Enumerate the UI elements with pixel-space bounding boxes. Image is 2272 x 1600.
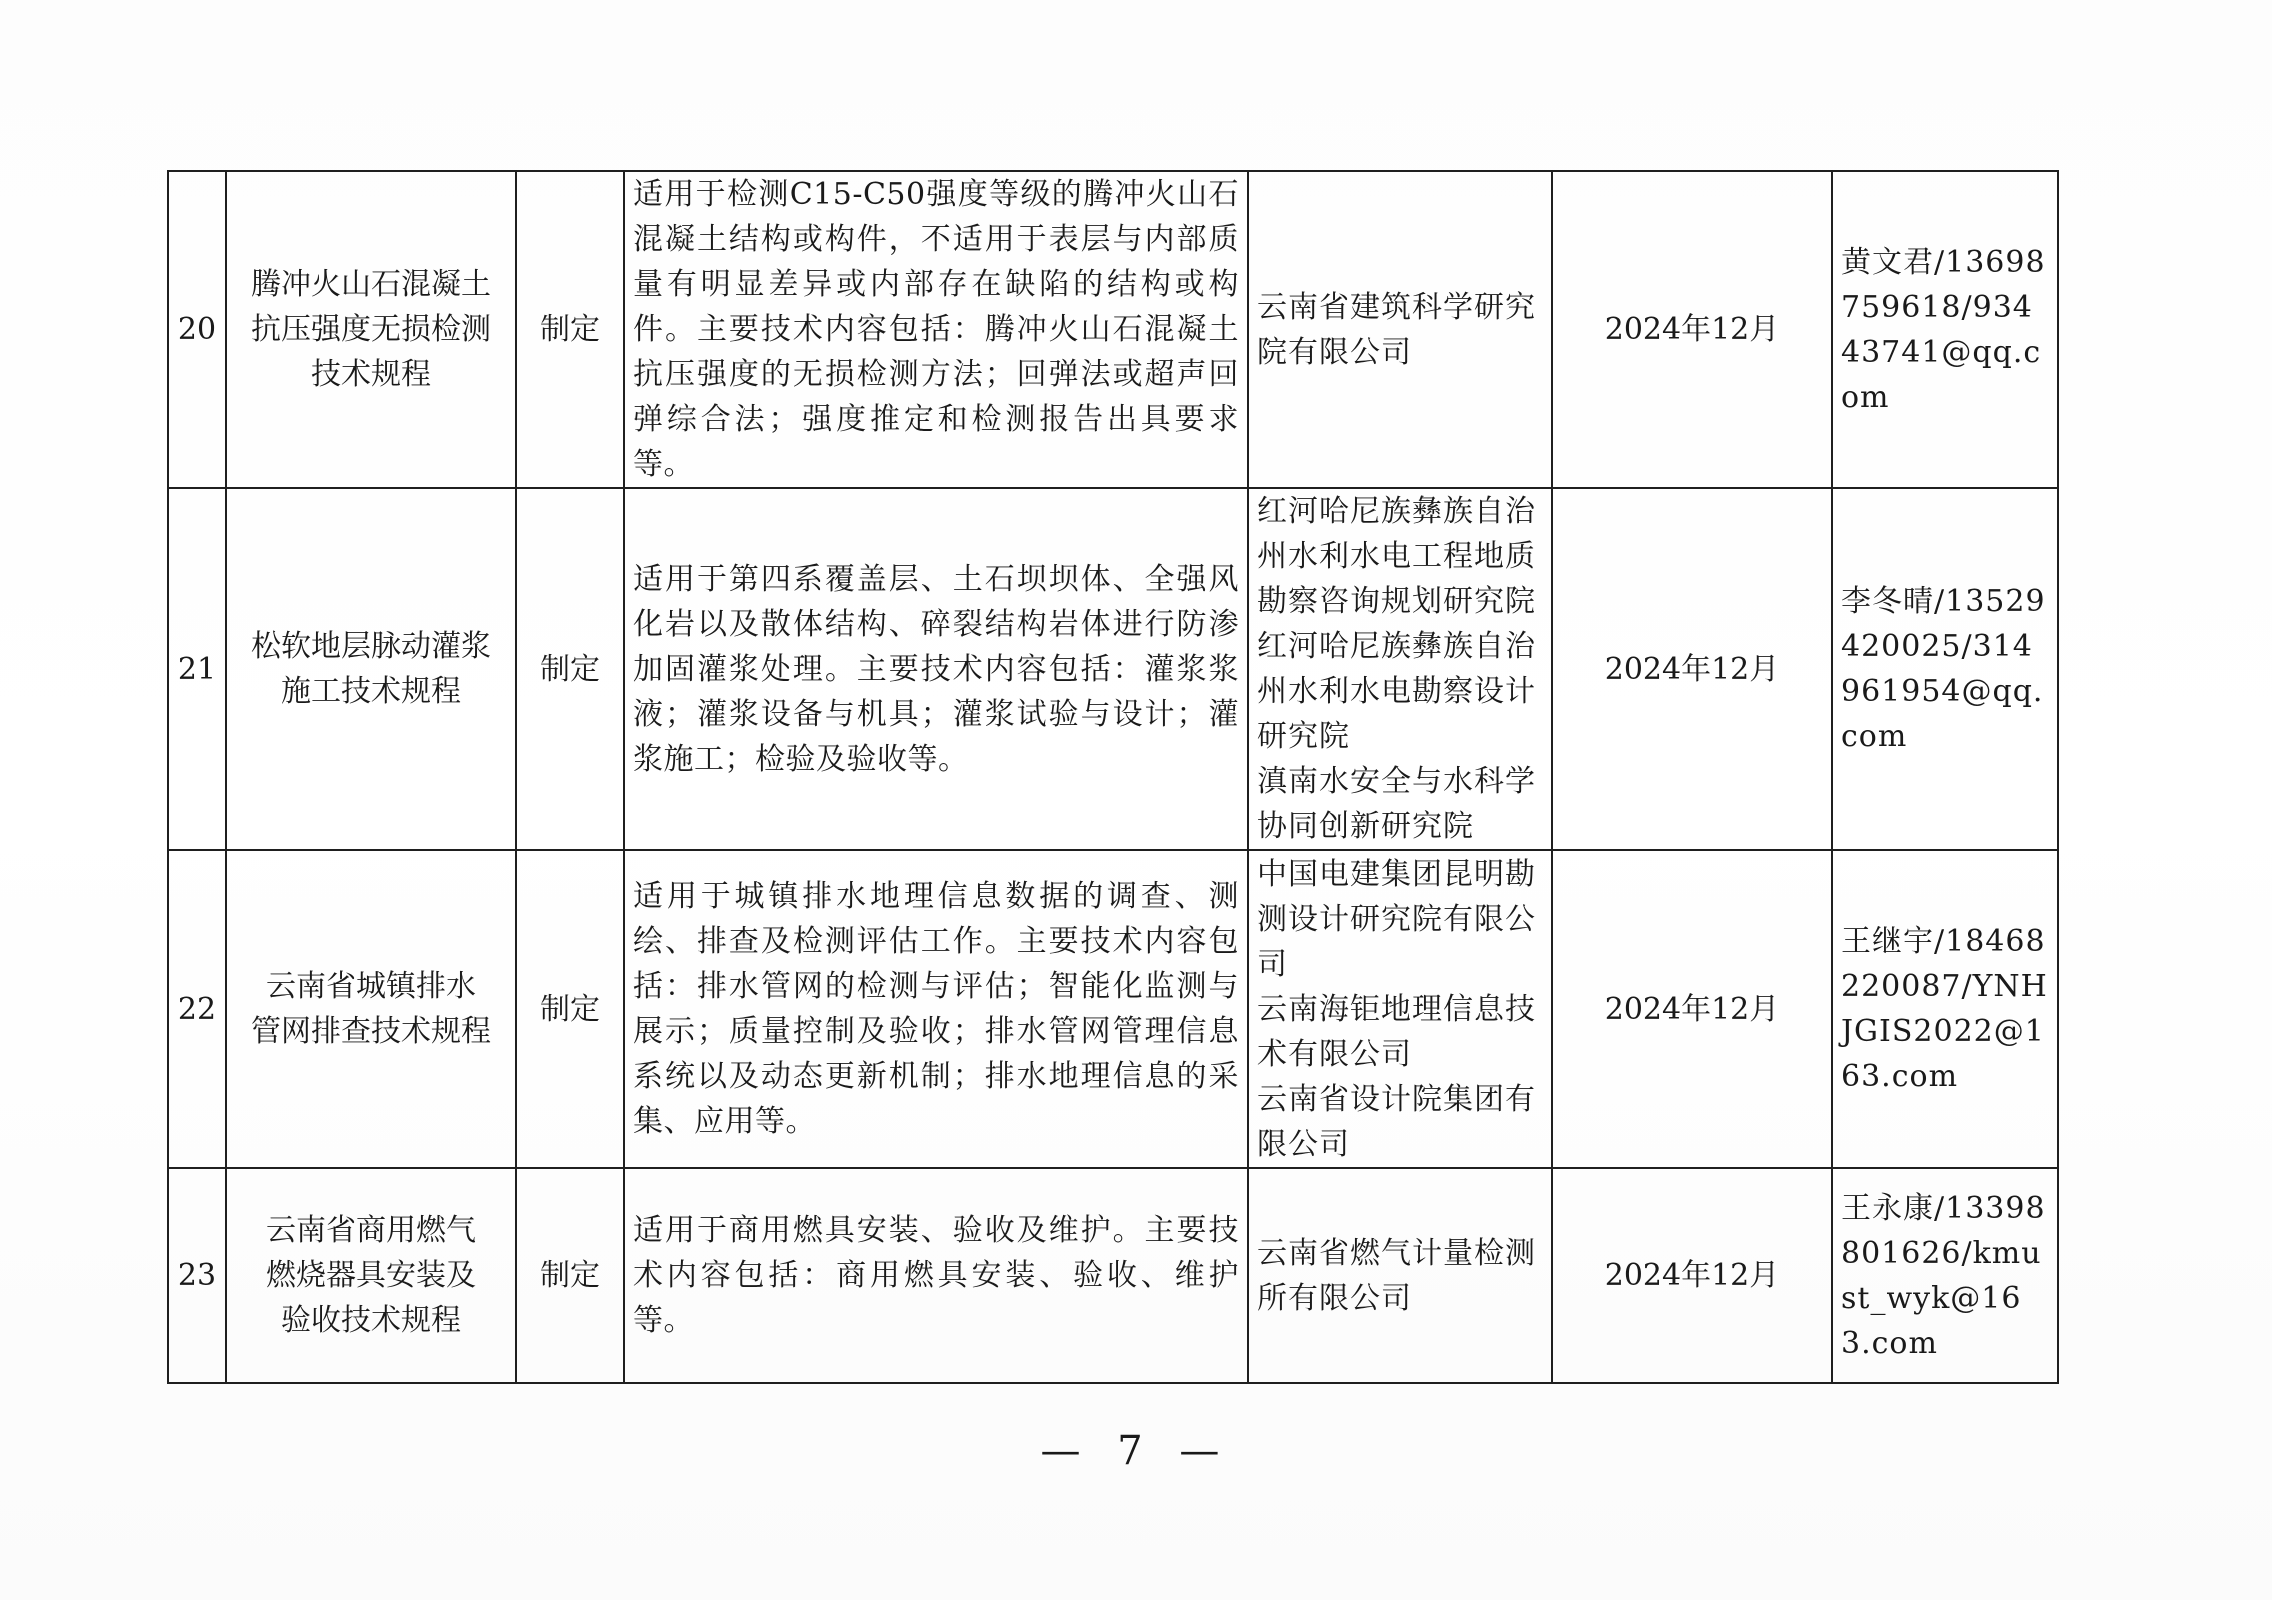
organization-name: 云南省燃气计量检测所有限公司 <box>1257 1235 1536 1316</box>
table-row <box>168 171 2058 488</box>
organization-name: 云南省建筑科学研究院有限公司 <box>1257 289 1536 370</box>
organization-name: 云南省设计院集团有限公司 <box>1257 1081 1536 1162</box>
organization-name: 滇南水安全与水科学协同创新研究院 <box>1257 764 1536 844</box>
standard-name-line: 腾冲火山石混凝土 <box>251 267 491 302</box>
contact-info: 李冬晴/13529420025/314961954@qq.com <box>1832 488 2058 850</box>
standard-name <box>226 488 516 850</box>
standard-name-line: 抗压强度无损检测 <box>251 312 491 347</box>
scope-description: 适用于检测C15-C50强度等级的腾冲火山石混凝土结构或构件，不适用于表层与内部质量有明显差异或内部存在缺陷的结构或构件。主要技术内容包括：腾冲火山石混凝土抗压强度的无损检测方法；回弹法或超声回弹综合法；强度推定和检测报告出具要求等。 <box>624 171 1248 488</box>
table-row <box>168 850 2058 1168</box>
drafting-organization <box>1248 850 1552 1168</box>
scope-description: 适用于商用燃具安装、验收及维护。主要技术内容包括：商用燃具安装、验收、维护等。 <box>624 1168 1248 1383</box>
project-type: 制定 <box>516 850 624 1168</box>
standard-name <box>226 171 516 488</box>
row-number: 22 <box>168 850 226 1168</box>
page-number: — 7 — <box>1040 1428 1232 1474</box>
project-type: 制定 <box>516 171 624 488</box>
completion-date: 2024年12月 <box>1552 171 1832 488</box>
scope-description: 适用于城镇排水地理信息数据的调查、测绘、排查及检测评估工作。主要技术内容包括：排水管网的检测与评估；智能化监测与展示；质量控制及验收；排水管网管理信息系统以及动态更新机制；排水地理信息的采集、应用等。 <box>624 850 1248 1168</box>
standard-name-line: 验收技术规程 <box>281 1303 461 1338</box>
project-type: 制定 <box>516 1168 624 1383</box>
scope-description: 适用于第四系覆盖层、土石坝坝体、全强风化岩以及散体结构、碎裂结构岩体进行防渗加固灌浆处理。主要技术内容包括：灌浆浆液；灌浆设备与机具；灌浆试验与设计；灌浆施工；检验及验收等。 <box>624 488 1248 850</box>
organization-name: 云南海钜地理信息技术有限公司 <box>1257 991 1536 1072</box>
drafting-organization <box>1248 488 1552 850</box>
standard-name-line: 施工技术规程 <box>281 674 461 709</box>
completion-date: 2024年12月 <box>1552 850 1832 1168</box>
contact-info: 王继宇/18468220087/YNHJGIS2022@163.com <box>1832 850 2058 1168</box>
organization-name: 红河哈尼族彝族自治州水利水电勘察设计研究院 <box>1257 629 1536 754</box>
completion-date: 2024年12月 <box>1552 1168 1832 1383</box>
standard-name <box>226 1168 516 1383</box>
standard-name-line: 云南省城镇排水 <box>266 969 476 1004</box>
completion-date: 2024年12月 <box>1552 488 1832 850</box>
row-number: 23 <box>168 1168 226 1383</box>
table-row <box>168 488 2058 850</box>
standard-name-line: 松软地层脉动灌浆 <box>251 629 491 664</box>
standard-name-line: 云南省商用燃气 <box>266 1213 476 1248</box>
table-row <box>168 1168 2058 1383</box>
drafting-organization <box>1248 171 1552 488</box>
organization-name: 红河哈尼族彝族自治州水利水电工程地质勘察咨询规划研究院 <box>1257 494 1536 619</box>
standard-name-line: 技术规程 <box>311 357 431 392</box>
standards-table <box>167 170 2059 1384</box>
standard-name-line: 燃烧器具安装及 <box>266 1258 476 1293</box>
standard-name <box>226 850 516 1168</box>
contact-info: 王永康/13398801626/kmust_wyk@163.com <box>1832 1168 2058 1383</box>
standard-name-line: 管网排查技术规程 <box>251 1014 491 1049</box>
drafting-organization <box>1248 1168 1552 1383</box>
project-type: 制定 <box>516 488 624 850</box>
contact-info: 黄文君/13698759618/93443741@qq.com <box>1832 171 2058 488</box>
row-number: 20 <box>168 171 226 488</box>
organization-name: 中国电建集团昆明勘测设计研究院有限公司 <box>1257 856 1536 982</box>
row-number: 21 <box>168 488 226 850</box>
